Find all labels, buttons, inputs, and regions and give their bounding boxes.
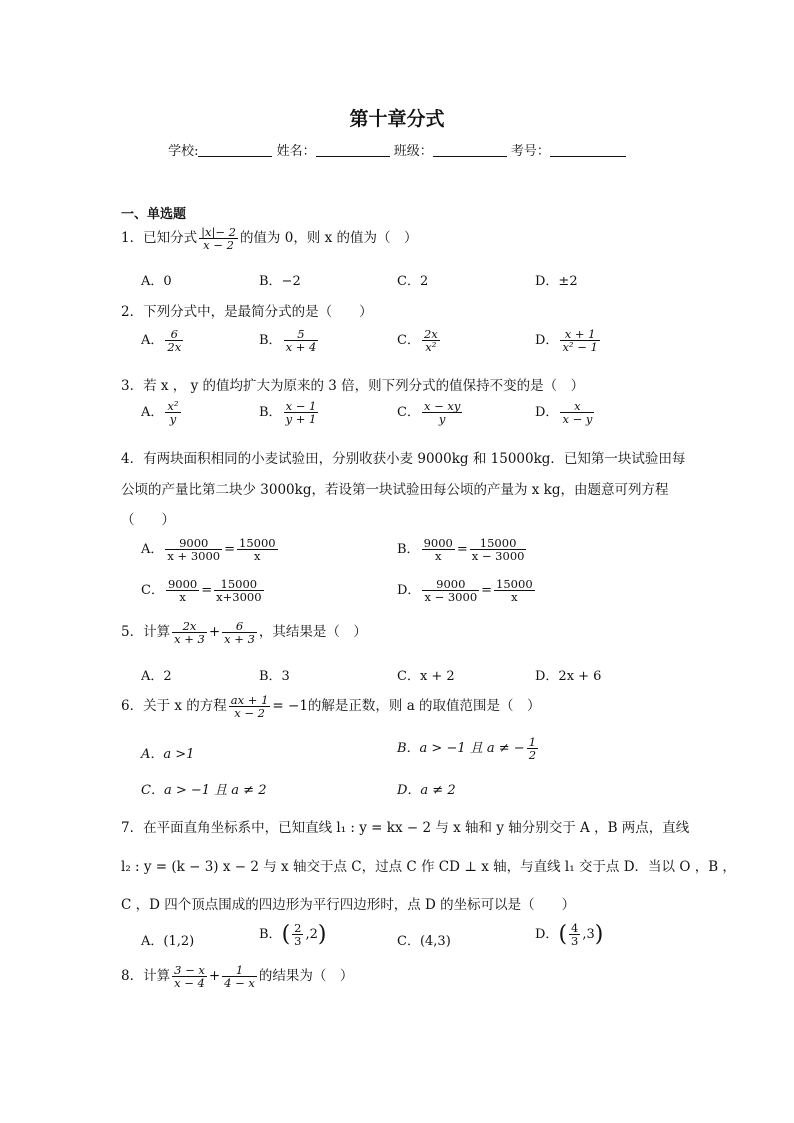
- name-label: 姓名：: [276, 144, 316, 159]
- denominator: x − y: [562, 412, 593, 427]
- q3-option-d[interactable]: [535, 400, 596, 425]
- numerator: ax + 1: [230, 693, 269, 707]
- q6-option-d[interactable]: D．a ≠ 2: [397, 783, 456, 798]
- denominator: 2x: [167, 340, 182, 355]
- denominator: y + 1: [285, 412, 317, 427]
- denominator: x+3000: [216, 590, 262, 605]
- section-heading: 一、单选题: [121, 207, 187, 222]
- question-6-text: 6．关于 x 的方程: [121, 698, 227, 715]
- numerator: 6: [222, 620, 257, 633]
- question-1-text: 1．已知分式: [121, 230, 198, 247]
- fraction: [172, 620, 207, 645]
- school-blank[interactable]: [198, 142, 272, 157]
- q2-option-d[interactable]: [535, 328, 602, 353]
- fraction: [222, 620, 257, 645]
- denominator: 2: [528, 748, 537, 763]
- option-tail: ,3: [582, 927, 595, 943]
- numerator: 4: [571, 921, 579, 935]
- option-label: C．: [397, 405, 420, 421]
- number-label: 考号：: [510, 144, 550, 159]
- option-label: B．: [259, 927, 282, 943]
- q7-option-a[interactable]: A．(1,2): [141, 934, 195, 949]
- fraction: [422, 400, 462, 425]
- denominator: x² − 1: [562, 340, 598, 355]
- fraction: [165, 328, 183, 353]
- right-paren: ): [317, 922, 327, 948]
- denominator: x + 3: [174, 632, 205, 647]
- numerator: 2x: [172, 620, 207, 633]
- q2-option-c[interactable]: [397, 328, 442, 353]
- denominator: x: [434, 549, 442, 564]
- numerator: 9000: [423, 536, 453, 550]
- fraction: [284, 328, 319, 353]
- numerator: 9000: [422, 578, 479, 591]
- numerator: x²: [167, 399, 179, 413]
- denominator: x²: [425, 340, 437, 355]
- question-1: [121, 226, 418, 251]
- fraction: [237, 537, 278, 562]
- option-label: B．: [259, 333, 282, 349]
- q2-option-a[interactable]: [141, 328, 185, 353]
- fraction: [422, 328, 440, 353]
- q1-option-a[interactable]: A．0: [141, 274, 172, 289]
- q4-option-d[interactable]: D． $\frac{9000}{x - 3000}$ = $\frac{15000}{x}$: [397, 577, 533, 605]
- denominator: y: [438, 412, 446, 427]
- option-label: D．: [535, 927, 559, 943]
- q1-option-b[interactable]: B．−2: [259, 274, 301, 289]
- fraction: [470, 537, 527, 562]
- fraction: [214, 578, 263, 603]
- numerator: 6: [165, 328, 183, 341]
- option-label: A．: [141, 542, 164, 558]
- fraction: [560, 328, 599, 353]
- numerator: |x|− 2: [201, 225, 236, 239]
- numerator: 1: [222, 964, 257, 977]
- denominator: 3: [571, 934, 579, 949]
- question-4-line-2: 公顷的产量比第二块少 3000kg，若设第一块试验田每公顷的产量为 x kg，由题意可列方程: [121, 482, 669, 498]
- denominator: x − 4: [174, 976, 205, 991]
- fraction: [292, 922, 303, 947]
- denominator: x − 2: [234, 706, 265, 721]
- question-5-text: 5．计算: [121, 624, 171, 641]
- denominator: x: [254, 549, 261, 564]
- option-label: D．: [397, 583, 421, 599]
- q1-option-c[interactable]: C．2: [397, 274, 429, 289]
- denominator: x: [179, 590, 186, 605]
- denominator: x − 3000: [424, 590, 478, 605]
- numerator: 9000: [165, 537, 222, 550]
- question-8-text: 8．计算: [121, 968, 171, 985]
- q3-option-a[interactable]: [141, 400, 183, 425]
- denominator: 4 − x: [224, 976, 255, 991]
- fraction: [560, 400, 594, 425]
- question-4-line-3: （ ）: [121, 512, 175, 528]
- q4-option-a[interactable]: A． $\frac{9000}{x + 3000}$ = $\frac{15000}{x}$: [141, 536, 276, 564]
- question-2: 2．下列分式中，是最简分式的是（ ）: [121, 304, 373, 320]
- numerator: 9000: [167, 577, 198, 591]
- student-info-line: [0, 140, 794, 159]
- question-1-tail: 的值为 0，则 x 的值为（ ）: [239, 230, 418, 247]
- question-5-tail: ，其结果是（ ）: [258, 624, 367, 641]
- fraction: [422, 537, 455, 562]
- numerator: 15000: [239, 536, 276, 550]
- option-label: A．: [141, 405, 164, 421]
- fraction: [494, 578, 535, 603]
- numerator: x: [560, 400, 594, 413]
- numerator: 3 − x: [174, 963, 205, 977]
- q5-option-c[interactable]: C．x + 2: [397, 669, 455, 684]
- fraction: [422, 578, 479, 603]
- q5-option-d[interactable]: D．2x + 6: [535, 669, 602, 684]
- denominator: x: [511, 590, 518, 605]
- fraction: [165, 537, 222, 562]
- denominator: x + 3000: [167, 549, 221, 564]
- q3-option-c[interactable]: [397, 400, 464, 425]
- numerator: 15000: [214, 578, 263, 591]
- question-8: 8．计算 $\frac{3 - x}{x - 4}$ + $\frac{1}{4 - x}$ 的结果为（ ）: [121, 963, 354, 991]
- class-label: 班级：: [393, 144, 433, 159]
- option-label: C．: [141, 583, 164, 599]
- fraction: [165, 400, 180, 425]
- school-label: 学校:: [168, 144, 199, 159]
- question-7-line-3: C ，D 四个顶点围成的四边形为平行四边形时，点 D 的坐标可以是（ ）: [121, 897, 576, 913]
- left-paren: (: [558, 922, 568, 948]
- fraction: [527, 736, 538, 761]
- option-label: D．: [535, 333, 559, 349]
- question-7-line-1: 7．在平面直角坐标系中，已知直线 l₁ : y = kx − 2 与 x 轴和 y 轴分别交于 A ，B 两点，直线: [121, 820, 690, 836]
- question-7-line-2: l₂ : y = (k − 3) x − 2 与 x 轴交于点 C，过点 C 作 CD ⊥ x 轴，与直线 l₁ 交于点 D．当以 O ，B ，: [121, 859, 736, 875]
- numerator: x − xy: [423, 399, 461, 413]
- question-4-line-1: 4．有两块面积相同的小麦试验田，分别收获小麦 9000kg 和 15000kg．已知第一块试验田每: [121, 451, 686, 467]
- option-label: D．: [535, 405, 559, 421]
- question-8-tail: 的结果为（ ）: [258, 968, 354, 985]
- option-text: B．a > −1 且 a ≠ −: [397, 741, 525, 757]
- numerator: 2: [294, 921, 302, 935]
- numerator: 1: [528, 735, 537, 749]
- fraction: [229, 694, 271, 719]
- fraction: [199, 226, 238, 251]
- q6-option-c[interactable]: C．a > −1 且 a ≠ 2: [141, 783, 267, 798]
- denominator: x + 4: [285, 340, 317, 355]
- question-6-tail: = −1的解是正数，则 a 的取值范围是（ ）: [272, 698, 541, 715]
- q6-option-b[interactable]: [397, 736, 540, 761]
- class-blank[interactable]: [433, 142, 507, 157]
- q3-option-b[interactable]: [259, 400, 320, 425]
- numerator: x + 1: [560, 328, 599, 341]
- option-tail: ,2: [305, 927, 318, 943]
- q7-option-c[interactable]: C．(4,3): [397, 934, 451, 949]
- left-paren: (: [281, 922, 291, 948]
- q5-option-b[interactable]: B．3: [259, 669, 290, 684]
- option-label: A．: [141, 333, 164, 349]
- q1-option-d[interactable]: D．±2: [535, 274, 578, 289]
- numerator: 5: [284, 328, 319, 341]
- fraction: [569, 922, 580, 947]
- question-3: 3．若 x ， y 的值均扩大为原来的 3 倍，则下列分式的值保持不变的是（ ）: [121, 378, 585, 394]
- q4-option-b[interactable]: B． $\frac{9000}{x}$ = $\frac{15000}{x - 3000}$: [397, 536, 525, 564]
- denominator: y: [169, 412, 177, 427]
- denominator: x − 2: [203, 238, 234, 253]
- question-6: [121, 694, 541, 719]
- option-label: B．: [259, 405, 282, 421]
- name-blank[interactable]: [316, 142, 390, 157]
- right-paren: ): [594, 922, 604, 948]
- fraction: [172, 964, 207, 989]
- fraction: [166, 578, 199, 603]
- q2-option-b[interactable]: [259, 328, 320, 353]
- denominator: 3: [294, 934, 302, 949]
- numerator: x − 1: [284, 400, 319, 413]
- denominator: x − 3000: [471, 549, 525, 564]
- fraction: [222, 964, 257, 989]
- q5-option-a[interactable]: A．2: [141, 669, 172, 684]
- q7-option-b[interactable]: [259, 922, 326, 947]
- numerator: 2x: [423, 327, 438, 341]
- q7-option-d[interactable]: [535, 922, 603, 947]
- numerator: 15000: [470, 537, 527, 550]
- number-blank[interactable]: [550, 142, 626, 157]
- option-label: C．: [397, 333, 420, 349]
- denominator: x + 3: [224, 632, 255, 647]
- q4-option-c[interactable]: C． $\frac{9000}{x}$ = $\frac{15000}{x+3000}$: [141, 577, 262, 605]
- page-title: 第十章分式: [349, 108, 445, 130]
- numerator: 15000: [496, 577, 533, 591]
- question-5: 5．计算 $\frac{2x}{x + 3}$ + $\frac{6}{x + 3}$ ，其结果是（ ）: [121, 619, 367, 647]
- fraction: [284, 400, 319, 425]
- option-label: B．: [397, 542, 420, 558]
- q6-option-a[interactable]: A．a >1: [141, 747, 195, 762]
